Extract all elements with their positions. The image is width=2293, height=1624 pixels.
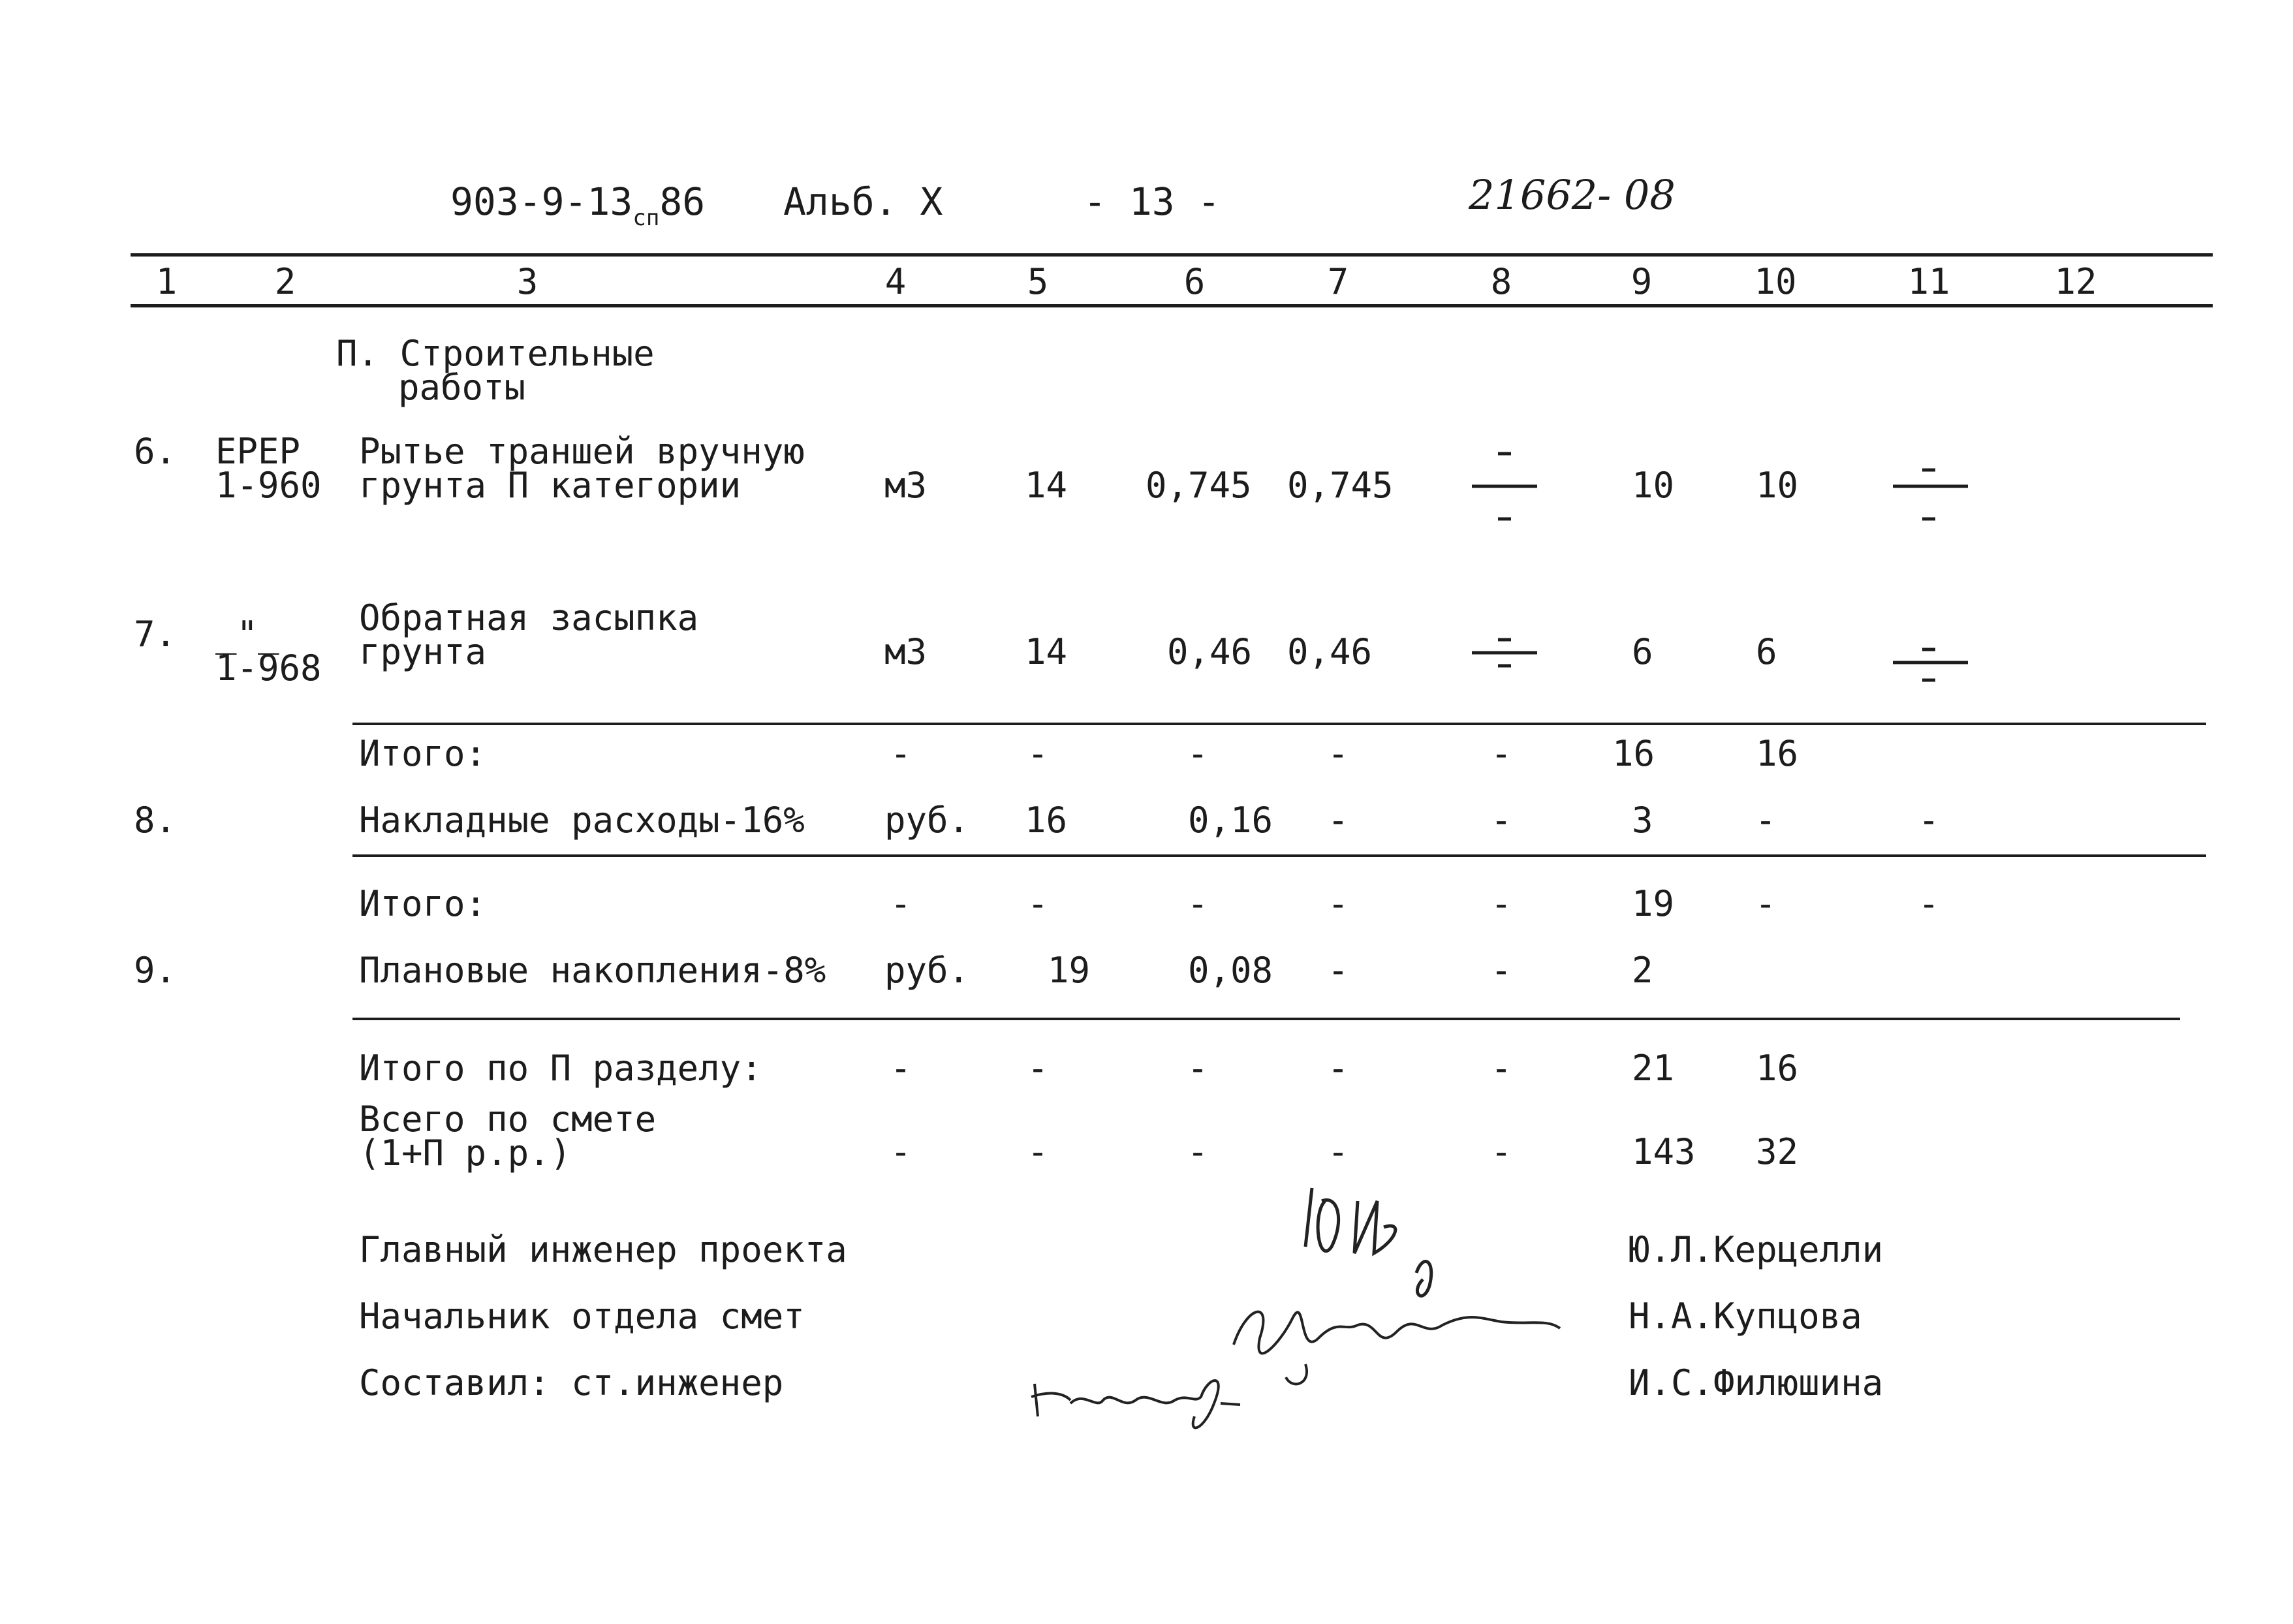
handwritten-signature: [1221, 1279, 1573, 1390]
unit: м3: [884, 631, 928, 672]
section-total-label: Итого по П разделу:: [359, 1048, 762, 1089]
grand-total-cost: 143: [1632, 1131, 1696, 1172]
work-description: Рытье траншей вручную: [359, 431, 805, 472]
rate-code: ЕРЕР: [215, 431, 301, 472]
dash: -: [1755, 883, 1777, 924]
subtotal-cost: 16: [1612, 733, 1655, 774]
rate: 0,16: [1188, 800, 1273, 841]
grand-total-wages: 32: [1756, 1131, 1799, 1172]
unit-cost-wages: 0,46: [1287, 631, 1373, 672]
column-number: 9: [1630, 261, 1653, 302]
signature-name: Ю.Л.Керцелли: [1629, 1229, 1884, 1270]
grand-total-label: (1+П р.р.): [359, 1132, 572, 1174]
signature-name: И.С.Филюшина: [1629, 1362, 1884, 1403]
dash: -: [1027, 733, 1049, 774]
total-wages: 6: [1756, 631, 1777, 672]
quantity: 14: [1025, 631, 1068, 672]
column-number: 12: [2054, 261, 2097, 302]
column-number: 2: [274, 261, 296, 302]
row-number: 8.: [134, 800, 177, 841]
dash: -: [1327, 800, 1349, 841]
work-description: грунта: [359, 631, 487, 672]
total-wages: 10: [1756, 465, 1799, 506]
row-number: 6.: [134, 431, 177, 472]
subtotal-cost: 19: [1632, 883, 1675, 924]
fraction-dash-mark: [1886, 620, 1971, 705]
base-amount: 19: [1048, 950, 1091, 991]
section-total-rule: [352, 1018, 2180, 1020]
quantity: 14: [1025, 465, 1068, 506]
dash: -: [1187, 1131, 1209, 1172]
project-code: $903-9-13_{сп}86$: [450, 180, 706, 231]
fraction-dash-mark: [1462, 444, 1547, 529]
fraction-dash-mark: [1886, 444, 1971, 529]
dash: -: [1327, 883, 1349, 924]
dash: -: [1187, 1048, 1209, 1089]
dash: -: [1490, 883, 1512, 924]
column-number: 7: [1327, 261, 1349, 302]
column-number: 4: [884, 261, 907, 302]
signature-role: Начальник отдела смет: [359, 1296, 805, 1337]
unit: руб.: [884, 800, 970, 841]
total-cost: 10: [1632, 465, 1675, 506]
subtotal-rule: [352, 723, 2206, 725]
dash: -: [1027, 883, 1049, 924]
work-description: Обратная засыпка: [359, 597, 699, 638]
dash: -: [1327, 733, 1349, 774]
dash: -: [1918, 883, 1940, 924]
dash: -: [890, 733, 912, 774]
dash: -: [1490, 733, 1512, 774]
signature-name: Н.А.Купцова: [1629, 1296, 1862, 1337]
page-number: - 13 -: [1084, 180, 1221, 224]
dash: -: [890, 883, 912, 924]
column-number: 1: [155, 261, 178, 302]
row-number: 9.: [134, 950, 177, 991]
dash: -: [1027, 1048, 1049, 1089]
column-number: 6: [1183, 261, 1206, 302]
dash: -: [1490, 1048, 1512, 1089]
subtotal-label: Итого:: [359, 883, 487, 924]
section-title-line2: работы: [398, 367, 526, 408]
dash: -: [890, 1131, 912, 1172]
rate-code: 1-968: [215, 648, 322, 689]
overhead-description: Накладные расходы-16%: [359, 800, 805, 841]
dash: -: [1490, 800, 1512, 841]
subtotal-wages: 16: [1756, 733, 1799, 774]
dash: -: [1187, 883, 1209, 924]
unit-cost: 0,745: [1146, 465, 1252, 506]
unit-cost: 0,46: [1167, 631, 1253, 672]
rate-code: _"_: [215, 614, 279, 655]
savings-cost: 2: [1632, 950, 1653, 991]
unit-cost-wages: 0,745: [1287, 465, 1394, 506]
dash: -: [1755, 800, 1777, 841]
dash: -: [1918, 800, 1940, 841]
dash: -: [1327, 1048, 1349, 1089]
dash: -: [1490, 950, 1512, 991]
handwritten-signature: [1025, 1364, 1260, 1443]
dash: -: [890, 1048, 912, 1089]
work-description: грунта П категории: [359, 465, 741, 506]
header-top-rule: [131, 253, 2213, 257]
signature-role: Составил: ст.инженер: [359, 1362, 784, 1403]
dash: -: [1187, 733, 1209, 774]
rate: 0,08: [1188, 950, 1273, 991]
dash: -: [1027, 1131, 1049, 1172]
base-amount: 16: [1025, 800, 1068, 841]
overhead-cost: 3: [1632, 800, 1653, 841]
section-total-wages: 16: [1756, 1048, 1799, 1089]
column-number: 11: [1907, 261, 1950, 302]
section-title-line1: П. Строительные: [336, 333, 655, 374]
column-number: 5: [1027, 261, 1049, 302]
savings-description: Плановые накопления-8%: [359, 950, 826, 991]
album-label: Альб. Х: [783, 180, 943, 224]
column-number: 10: [1754, 261, 1797, 302]
total-cost: 6: [1632, 631, 1653, 672]
rate-code: 1-960: [215, 465, 322, 506]
signature-role: Главный инженер проекта: [359, 1229, 847, 1270]
dash: -: [1327, 950, 1349, 991]
fraction-dash-mark: [1462, 610, 1547, 695]
subtotal-rule: [352, 854, 2206, 857]
column-number: 8: [1490, 261, 1512, 302]
subtotal-label: Итого:: [359, 733, 487, 774]
unit: м3: [884, 465, 928, 506]
header-bottom-rule: [131, 304, 2213, 307]
section-total-cost: 21: [1632, 1048, 1675, 1089]
column-number: 3: [516, 261, 538, 302]
grand-total-label: Всего по смете: [359, 1099, 657, 1140]
document-number: 21662- 08: [1469, 171, 1676, 219]
unit: руб.: [884, 950, 970, 991]
dash: -: [1490, 1131, 1512, 1172]
dash: -: [1327, 1131, 1349, 1172]
row-number: 7.: [134, 614, 177, 655]
